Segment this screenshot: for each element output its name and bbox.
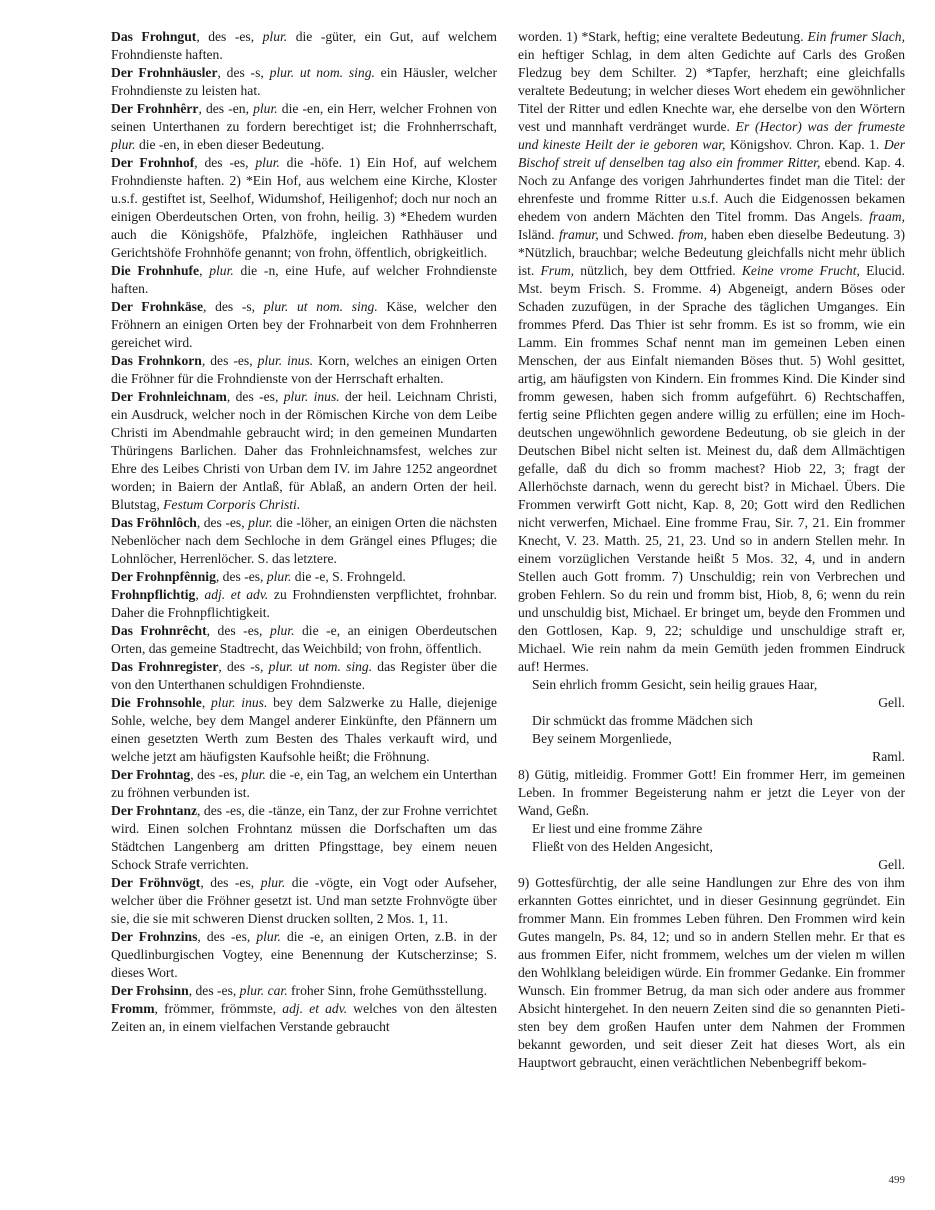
entry-text: froher Sinn, frohe Gemüthsstellung. [287,983,487,998]
entry-paragraph [518,766,905,820]
entry-headword: Frohnpflichtig [111,587,196,602]
italic-text: fraam, [869,209,905,224]
entry-headword: Der Frohnhêrr [111,101,199,116]
entry-text: , des -s, [217,65,270,80]
entry-text: , frömmer, frömmste, [154,1001,283,1016]
italic-text: plur. [269,623,295,638]
italic-text: Der Bischof streit uf denselben tag also ein frommer Ritter, [518,137,905,170]
dictionary-entry [111,622,497,658]
entry-text: welches von den ältesten Zeiten an, in einem vielfachen Verstande gebraucht [111,1001,497,1034]
entry-text: die -e, ein Tag, an welchem ein Unterthan zu fröhnen verbunden ist. [111,767,497,800]
entry-text: , des -es, [206,623,270,638]
entry-headword: Das Fröhnlôch [111,515,197,530]
dictionary-entry [111,514,497,568]
entry-text: , des -es, [196,515,249,530]
verse-attribution: Raml. [872,749,905,764]
entry-text: nützlich, bey dem Ottfried. [574,263,742,278]
italic-text: adj. et adv. [282,1001,348,1016]
entry-paragraph [518,28,905,676]
entry-text: die -höfe. 1) Ein Hof, auf welchem Frohndienste haften. 2) *Ein Hof, aus welchem eine Kirche, Kloster u.s.f. gestiftet ist, Seelhof, Widumshof, Heiligenhof; doch nur noch an einigen Oberdeutschen Orten, von frohn, heilig. 3) *Ehedem wurden auch die Königshöfe, Pfalzhöfe, ingleichen Rathhäuser und Gerichtshöfe Frohnhöfe genannt; von frohn, öffentlich, obrigkeitlich. [111,155,498,260]
italic-text: Er (Hector) was der frumeste und kineste Heilt der ie geboren war, [518,119,905,152]
entry-paragraph [518,874,905,1072]
entry-headword: Der Fröhnvögt [111,875,201,890]
entry-headword: Das Frohngut [111,29,197,44]
italic-text: Keine vrome Frucht, [741,263,860,278]
entry-text: der heil. Leichnam Christi, ein Ausdruck, welcher noch in der Römischen Kirche von dem Leibe Christi im Abendmahle gebraucht wird; in den gemeinen Mundarten Thüringens Barlichen. Daher das Frohnleichnamsfest, welches zur Ehre des Leibes Christi von Urban dem IV. im Jahre 1252 angeordnet worden; in Baiern der Antlaß, für Ablaß, an andern Orten der heil. Blutstag, [111,389,497,512]
entry-text: , des -es, [196,29,263,44]
italic-text: plur. [111,137,136,152]
verse-line: Sein ehrlich fromm Gesicht, sein heilig graues Haar, [532,677,818,692]
italic-text: plur. inus. [283,389,340,404]
dictionary-entry [111,766,497,802]
dictionary-entry [111,568,497,586]
verse-line: Dir schmückt das fromme Mädchen sich [532,713,753,728]
dictionary-entry [111,586,497,622]
entry-headword: Der Frohntag [111,767,191,782]
entry-text: , des -s, [218,659,269,674]
verse-line: Fließt von des Helden Angesicht, [532,839,713,854]
dictionary-entry [111,388,497,514]
dictionary-entry [111,64,497,100]
verse-line: Bey seinem Morgenliede, [532,731,672,746]
entry-headword: Der Frohnhof [111,155,195,170]
entry-text: , des -es, [200,875,261,890]
entry-text: , des -es, [188,983,240,998]
entry-text: Königshov. Chron. Kap. 1. [725,137,884,152]
dictionary-entry [111,802,497,874]
italic-text: plur. ut nom. sing. [263,299,378,314]
entry-headword: Das Frohnregister [111,659,219,674]
italic-text: plur. [256,929,281,944]
italic-text: Ein frumer Slach, [807,29,905,44]
verse-attribution: Gell. [878,695,905,710]
italic-text: plur. car. [239,983,288,998]
entry-text: , des -es, [226,389,284,404]
entry-headword: Der Frohnleichnam [111,389,227,404]
italic-text: plur. inus. [211,695,268,710]
entry-text: und Schwed. [598,227,679,242]
entry-text: die -en, ein Herr, welcher Frohnen von seinen Unterthanen zu fordern berechtiget ist; die Frohnherrschaft, [111,101,497,134]
italic-text: plur. [241,767,266,782]
entry-text: Käse, welcher den Fröhnern an einigen Orten bey der Frohnarbeit von dem Frohnherren gereichet wird. [111,299,497,350]
entry-text: die -güter, ein Gut, auf welchem Frohndienste haften. [111,29,497,62]
entry-headword: Der Frohnpfênnig [111,569,216,584]
entry-text: die -e, S. Frohngeld. [291,569,406,584]
verse-attribution: Gell. [878,857,905,872]
entry-text: die -n, eine Hufe, auf welcher Frohndienste haften. [111,263,497,296]
entry-text: zu Frohndiensten verpflichtet, frohnbar. Daher die Frohnpflichtigkeit. [111,587,497,620]
entry-text: 8) Gütig, mitleidig. Frommer Gott! Ein frommer Herr, im gemeinen Leben. In frommer Begeisterung nahm er jetzt die Leyer von der Wand, Geßn. [518,767,905,818]
entry-text: Korn, welches an einigen Orten die Fröhner für die Frohndienste von der Herrschaft erhalten. [111,353,497,386]
entry-text: die -vögte, ein Vogt oder Aufseher, welcher über die Fröhner gesetzt ist. Und man setzte Frohnvögte über sie, die sie mit schweren Dienst drucken sollten, 2 Mos. 1, 11. [111,875,497,926]
entry-text: Isländ. [518,227,559,242]
entry-headword: Der Frohnzins [111,929,198,944]
entry-text: die -löher, an einigen Orten die nächsten Nebenlöcher nach dem Sechloche in dem Grängel eines Pfluges; die Lohnlöcher, Herrenlöcher. S. das letztere. [111,515,497,566]
verse-line: Er liest und eine fromme Zähre [532,821,703,836]
italic-text: plur. inus. [257,353,314,368]
entry-text: , des -en, [198,101,254,116]
entry-text: das Register über die von den Unterthanen schuldigen Frohndienste. [111,659,498,692]
dictionary-entry [111,694,497,766]
italic-text: Frum, [540,263,575,278]
entry-headword: Fromm [111,1001,155,1016]
entry-text: , des -es, [194,155,256,170]
dictionary-entry [111,28,497,64]
entry-text: die -e, an einigen Oberdeutschen Orten, das gemeine Stadtrecht, das Weichbild; von frohn, öffentlich. [111,623,498,656]
entry-text: , des -es, die -tänze, ein Tanz, der zur Frohne verrichtet wird. Einen solchen Frohntanz müssen die Dorfschaften um das Städtchen Langenberg am dritten Pfingsttage, bey einem neuen Schock Strafe verrichten. [111,803,497,872]
entry-text: ein Häusler, welcher Frohndienste zu leisten hat. [111,65,497,98]
dictionary-entry [111,352,497,388]
italic-text: plur. ut nom. sing. [268,659,373,674]
italic-text: plur. [260,875,286,890]
entry-headword: Der Frohnkäse [111,299,203,314]
entry-headword: Das Frohnkorn [111,353,202,368]
dictionary-entry [111,874,497,928]
entry-headword: Der Frohsinn [111,983,189,998]
entry-text: , des -es, [215,569,267,584]
entry-text: , des -s, [203,299,264,314]
entry-text: ebend. Kap. 4. Noch zu Anfange des vorigen Jahrhundertes findet man die Titel: der ehrenfeste und fromme Ritter u.s.f. Auch die Eidgenossen bekamen ehedem von andern Mächten den Titel fromm. Das Angels. [518,155,906,224]
entry-text: , [199,263,210,278]
entry-headword: Die Frohnsohle [111,695,202,710]
entry-text: haben eben dieselbe Bedeutung. 3) *Nützlich, brauchbar; welche Bedeutung gleichfalls nicht mehr üblich ist. [518,227,905,278]
dictionary-entry [111,928,497,982]
entry-text: Elucid. Mst. beym Frisch. S. Fromme. 4) Abgeneigt, andern Böses oder Schaden zuzufügen, in der Sprache des täglichen Umganges. Ein frommes Pferd. Das Thier ist sehr fromm. Es ist so fromm, wie ein Lamm. Ein frommes Schaf nennt man im gemeinen Leben einen Menschen, der aus Einfalt niemanden Böses thut. 5) Wohl gesittet, artig, am häufigsten von Kindern. Ein frommes Kind. Die Kinder sind fromm gewesen, haben sich fromm aufgeführt. 6) Rechtschaffen, fertig seine Pflichten gegen andere willig zu erfüllen; eine im Hochdeutschen ungewöhnlich gewordene Bedeutung, ob sie gleich in der Deutschen Bibel nicht selten ist. Meinest du, daß dem Allmächtigen gefalle, daß du dich so fromm machest? Hiob 22, 3; fragt der Allerhöchste darnach, wenn du gerecht bist? in Michael. Übers. Die Frommen verwirft Gott nicht, Kap. 8, 20; Gott wird den Redlichen nicht verwerfen, Michael. Eine fromme Frau, Sir. 7, 21. Ein frommer Knecht, V. 23. Matth. 25, 21, 23. Und so in andern Stellen mehr. In einem vorzüglichen Verstande heißt 5 Mos. 32, 4, und in andern Stellen auch Gott fromm. 7) Unschuldig; rein von Verbrechen und groben Fehlern. So du rein und fromm bist, Hiob, 8, 6; wenn du rein und unschuldig bist, Michael. Er bringet um, beyde den Frommen und den Gottlosen, Kap. 9, 22; schuldige und unschuldige straft er, Michael. Wie rein nahm da mein Gemüth jeden frommen Eindruck auf! Hermes. [518,263,905,674]
entry-headword: Die Frohnhufe [111,263,200,278]
italic-text: plur. [253,101,278,116]
entry-text: bey dem Salzwerke zu Halle, diejenige Sohle, welche, bey dem Mangel anderer Einkünfte, den Pfännern um einen gesetzten Werth zum Besten des Thales verkauft wird, und welche jetzt am häufigsten Kaufsohle heißt; die Fröhnung. [111,695,498,764]
italic-text: plur. [262,29,288,44]
dictionary-entry [111,1000,497,1036]
italic-text: plur. [266,569,292,584]
entry-text: 9) Gottesfürchtig, der alle seine Handlungen zur Ehre des von ihm erkannten Gottes einrichtet, und in dieser Gesinnung gegründet. Ein frommer Mann. Ein frommes Leben führen. Den Frommen wird kein Gutes mangeln, Ps. 84, 12; und so in andern Stellen mehr. Er that es aus frommen Eifer, nicht frommem, welches um der vielen m willen den Wohlklang beleidigen würde. Ein frommer Gedanke. Ein frommer Wunsch. Ein frommer Betrug, da man sich oder andere aus frommer Absicht hintergehet. In den neuern Zeiten sind die so genannten Pietisten bey dem großen Haufen unter dem Nahmen der Frommen bekannt geworden, und seit dieser Zeit hat dieses Wort, als ein Hauptwort gebraucht, einen verächtlichen Nebenbegriff bekom- [518,875,905,1070]
entry-text: , des -es, [197,929,257,944]
italic-text: plur. [209,263,234,278]
italic-text: plur. ut nom. sing. [269,65,375,80]
italic-text: Festum Corporis Christi. [163,497,301,512]
entry-headword: Der Frohnhäusler [111,65,218,80]
entry-text: , des -es, [190,767,242,782]
dictionary-entry [111,658,497,694]
entry-text: die -en, in eben dieser Bedeutung. [135,137,325,152]
italic-text: adj. et adv. [204,587,269,602]
page-number: 499 [888,1174,905,1186]
dictionary-entry [111,982,497,1000]
entry-text: , des -es, [201,353,258,368]
dictionary-entry [111,100,497,154]
entry-text: , [195,587,205,602]
dictionary-entry [111,154,497,262]
entry-headword: Das Frohnrêcht [111,623,207,638]
dictionary-entry [111,298,497,352]
entry-headword: Der Frohntanz [111,803,198,818]
entry-text: die -e, an einigen Orten, z.B. in der Quedlinburgischen Vogtey, eine Benennung der Kutscherzinse; S. dieses Wort. [111,929,497,980]
italic-text: from, [678,227,708,242]
right-column [518,28,905,1072]
entry-text: ein heftiger Schlag, in dem alten Gedichte auf Carls des Großen Fledzug bey dem Schilter. 2) *Tapfer, herzhaft; eine gleichfalls veraltete Bedeutung; in welcher dieses Wort ehedem ein gewöhnlicher Titel der Ritter und edlen Knechte war, ehe derselbe von den Wörtern vest und mannhaft verdränget wurde. [518,47,905,134]
dictionary-entry [111,262,497,298]
left-column [111,28,497,1036]
italic-text: plur. [248,515,273,530]
italic-text: plur. [255,155,280,170]
italic-text: framur, [558,227,599,242]
entry-text: worden. 1) *Stark, heftig; eine veraltete Bedeutung. [518,29,808,44]
entry-text: , [201,695,211,710]
